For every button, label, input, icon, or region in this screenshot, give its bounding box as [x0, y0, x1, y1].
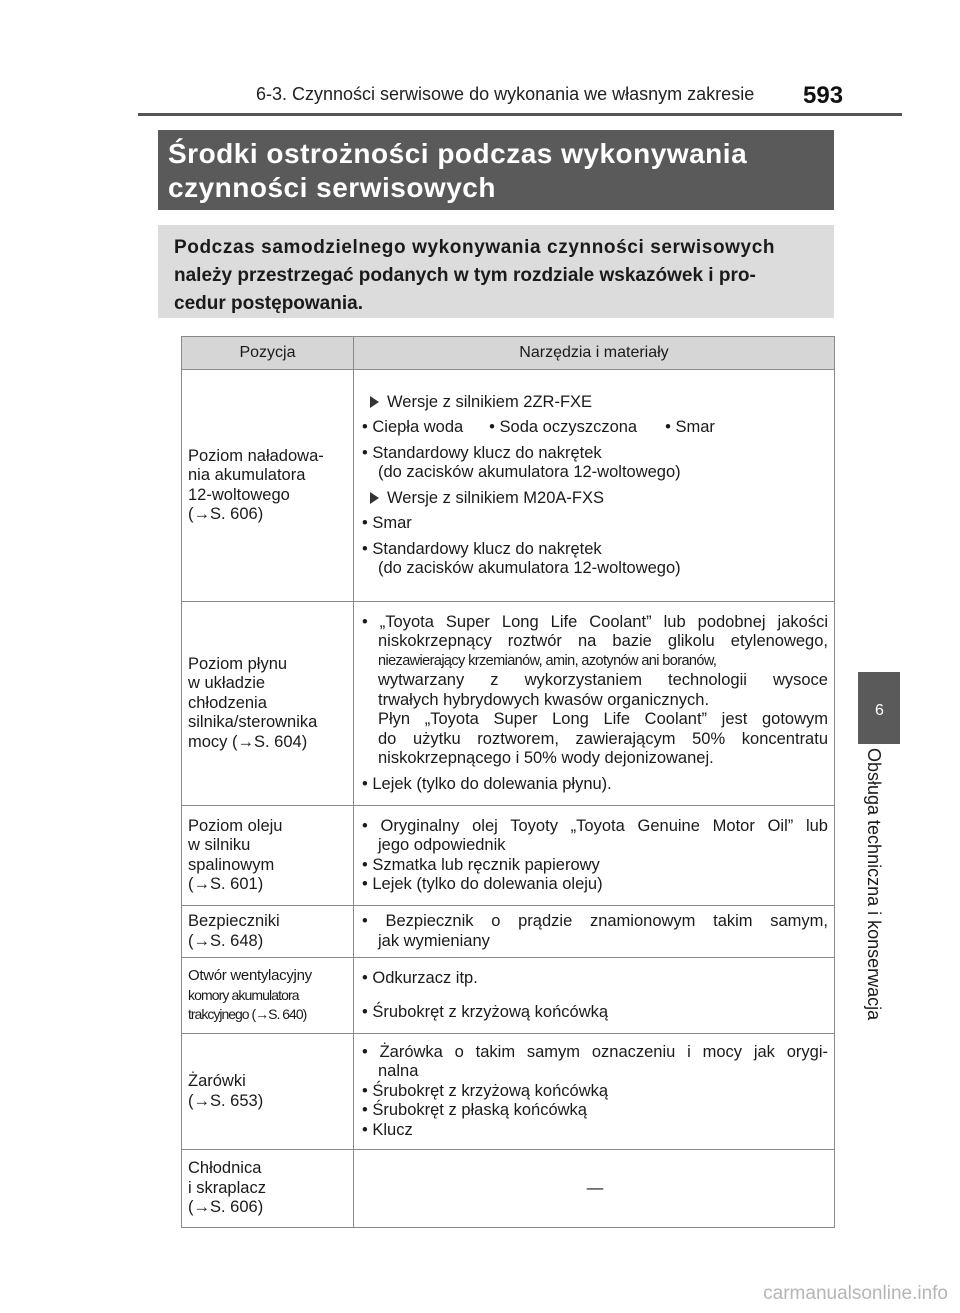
table-row	[182, 370, 835, 602]
position-vent: Otwór wentylacyjny komory akumulatora trakcyjnego (→S. 640)	[182, 958, 354, 1034]
table-row	[182, 906, 835, 958]
watermark: carmanualsonline.info	[763, 1283, 948, 1304]
tools-radiator: —	[354, 1150, 835, 1228]
table-row	[182, 806, 835, 906]
title-line-1: Środki ostrożności podczas wykonywania	[168, 138, 748, 169]
tools-fuses: • Bezpiecznik o prądzie znamionowym takim samym, jak wymieniany	[354, 906, 835, 958]
position-radiator: Chłodnica i skraplacz (→S. 606)	[182, 1150, 354, 1228]
header-tools: Narzędzia i materiały	[354, 337, 835, 370]
table-row	[182, 1034, 835, 1150]
variant-m20a: Wersje z silnikiem M20A-FXS	[362, 489, 828, 509]
table-header-row	[182, 337, 835, 370]
position-coolant: Poziom płynu w układzie chłodzenia silnika/sterownika mocy (→S. 604)	[182, 602, 354, 806]
table-row	[182, 602, 835, 806]
intro-line-2: należy przestrzegać podanych w tym rozdziale wskazówek i pro-	[174, 265, 756, 286]
tools-coolant: • „Toyota Super Long Life Coolant” lub podobnej jakości niskokrzepnący roztwór na bazie glikolu etylenowego, niezawierający krzemianów, amin, azotynów ani boranów, wytwarzany z wykorzystaniem technologii wysoce trwałych hybrydowych kwasów organicznych. Płyn „Toyota Super Long Life Coolant” jest gotowym do użytku roztworem, zawierającym 50% koncentratu niskokrzepnącego i 50% wody dejonizowanej. • Lejek (tylko do dolewania płynu).	[354, 602, 835, 806]
position-oil: Poziom oleju w silniku spalinowym (→S. 601)	[182, 806, 354, 906]
tools-battery: Wersje z silnikiem 2ZR-FXE • Ciepła woda • Soda oczyszczona • Smar • Standardowy klucz do nakrętek (do zacisków akumulatora 12-woltowego) Wersje z silnikiem M20A-FXS • Smar • Standardowy klucz do nakrętek (do zacisków akumulatora 12-woltowego)	[354, 370, 835, 602]
chapter-tab	[858, 672, 900, 744]
header-divider	[138, 113, 902, 116]
section-title: 6-3. Czynności serwisowe do wykonania we własnym zakresie	[256, 84, 755, 104]
header-position: Pozycja	[182, 337, 354, 370]
tools-oil: • Oryginalny olej Toyoty „Toyota Genuine Motor Oil” lub jego odpowiednik • Szmatka lub ręcznik papierowy • Lejek (tylko do dolewania oleju)	[354, 806, 835, 906]
table-row	[182, 958, 835, 1034]
variant-2zr: Wersje z silnikiem 2ZR-FXE	[362, 393, 828, 413]
position-bulbs: Żarówki (→S. 653)	[182, 1034, 354, 1150]
page-number: 593	[803, 82, 844, 109]
tools-bulbs: • Żarówka o takim samym oznaczeniu i mocy jak orygi- nalna • Śrubokręt z krzyżową końcówką • Śrubokręt z płaską końcówką • Klucz	[354, 1034, 835, 1150]
tools-vent: • Odkurzacz itp. • Śrubokręt z krzyżową końcówką	[354, 958, 835, 1034]
chapter-title-box	[158, 130, 834, 210]
position-battery: Poziom naładowa- nia akumulatora 12-woltowego (→S. 606)	[182, 370, 354, 602]
table-row	[182, 1150, 835, 1228]
intro-box	[158, 225, 834, 318]
battery-items-row: • Ciepła woda • Soda oczyszczona • Smar	[362, 418, 715, 436]
page-header	[250, 82, 850, 112]
intro-line-1: Podczas samodzielnego wykonywania czynności serwisowych	[174, 237, 776, 258]
position-fuses: Bezpieczniki (→S. 648)	[182, 906, 354, 958]
chapter-side-label: Obsługa techniczna i konserwacja	[864, 748, 884, 1021]
title-line-2: czynności serwisowych	[168, 172, 496, 203]
arrow-icon	[370, 396, 379, 408]
chapter-number: 6	[875, 702, 884, 719]
arrow-icon	[370, 492, 379, 504]
tools-table	[181, 336, 835, 1228]
intro-line-3: cedur postępowania.	[174, 293, 363, 314]
